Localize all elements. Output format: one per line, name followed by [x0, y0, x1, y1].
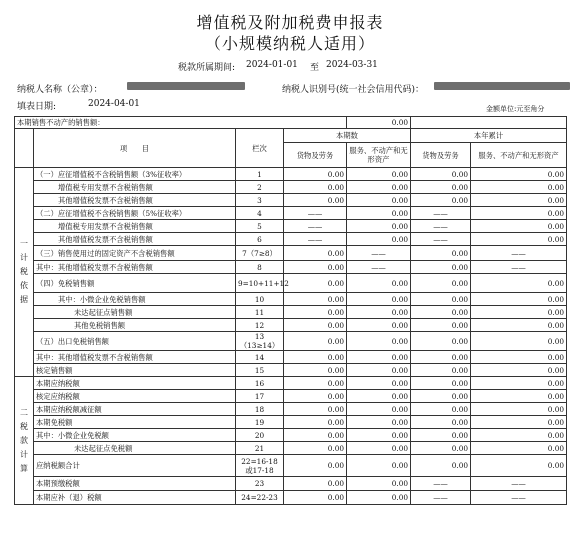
- row-line-no: 12: [236, 319, 284, 332]
- form-subtitle: （小规模纳税人适用）: [204, 34, 375, 53]
- ytd-goods-value: 0.00: [411, 274, 471, 293]
- row-line-no: 23: [236, 477, 284, 491]
- ytd-services-value: 0.00: [471, 319, 567, 332]
- header-line: 栏次: [236, 129, 284, 168]
- table-row: [15, 168, 567, 181]
- current-goods-value: 0.00: [284, 168, 347, 181]
- current-services-value: 0.00: [347, 306, 411, 319]
- ytd-services-value: 0.00: [471, 220, 567, 233]
- ytd-services-value: 0.00: [471, 168, 567, 181]
- section-char: 二: [20, 407, 28, 417]
- current-services-value: 0.00: [347, 429, 411, 442]
- row-label: （五）出口免税销售额: [34, 332, 236, 351]
- row-line-no: 14: [236, 351, 284, 364]
- table-row: [15, 455, 567, 477]
- ytd-goods-value: 0.00: [411, 194, 471, 207]
- current-goods-value: 0.00: [284, 477, 347, 491]
- ytd-goods-value: 0.00: [411, 319, 471, 332]
- table-row: [15, 351, 567, 364]
- ytd-goods-value: 0.00: [411, 168, 471, 181]
- form-title: 增值税及附加税费申报表: [196, 13, 384, 32]
- current-goods-value: 0.00: [284, 442, 347, 455]
- current-goods-value: 0.00: [284, 293, 347, 306]
- row-label: 其他增值税发票不含税销售额: [34, 194, 236, 207]
- row-label: 本期应纳税额减征额: [34, 403, 236, 416]
- sales-real-estate-blank: [411, 117, 567, 129]
- tax-declaration-table: [14, 116, 567, 505]
- table-row: [15, 416, 567, 429]
- current-services-value: 0.00: [347, 293, 411, 306]
- tax-period-label: 税款所属期间:: [178, 63, 236, 73]
- current-goods-value: 0.00: [284, 491, 347, 505]
- row-label: 其他增值税发票不含税销售额: [34, 233, 236, 246]
- sales-real-estate-row: [15, 117, 567, 129]
- ytd-goods-value: ——: [411, 477, 471, 491]
- ytd-services-value: 0.00: [471, 181, 567, 194]
- current-services-value: 0.00: [347, 233, 411, 246]
- current-services-value: 0.00: [347, 403, 411, 416]
- table-row: [15, 377, 567, 390]
- ytd-goods-value: 0.00: [411, 293, 471, 306]
- ytd-services-value: ——: [471, 261, 567, 274]
- current-services-value: 0.00: [347, 181, 411, 194]
- ytd-services-value: 0.00: [471, 194, 567, 207]
- table-row: [15, 306, 567, 319]
- row-line-no: 3: [236, 194, 284, 207]
- row-label: 应纳税额合计: [34, 455, 236, 477]
- ytd-goods-value: ——: [411, 207, 471, 220]
- tax-period-to-label: 至: [310, 63, 320, 73]
- ytd-services-value: 0.00: [471, 455, 567, 477]
- ytd-goods-value: 0.00: [411, 442, 471, 455]
- row-line-no: 13（13≥14）: [236, 332, 284, 351]
- table-row: [15, 194, 567, 207]
- table-row: [15, 429, 567, 442]
- section-one-label: [15, 168, 34, 377]
- ytd-services-value: 0.00: [471, 377, 567, 390]
- current-services-value: 0.00: [347, 477, 411, 491]
- current-services-value: 0.00: [347, 455, 411, 477]
- header-services-ytd: 服务、不动产和无形资产: [471, 143, 567, 168]
- row-label: 核定销售额: [34, 364, 236, 377]
- table-row: [15, 233, 567, 246]
- row-label: （四）免税销售额: [34, 274, 236, 293]
- current-services-value: 0.00: [347, 364, 411, 377]
- ytd-goods-value: 0.00: [411, 246, 471, 261]
- row-line-no: 16: [236, 377, 284, 390]
- row-label: 本期免税额: [34, 416, 236, 429]
- table-row: [15, 220, 567, 233]
- row-line-no: 10: [236, 293, 284, 306]
- current-goods-value: 0.00: [284, 332, 347, 351]
- current-goods-value: ——: [284, 220, 347, 233]
- row-label: 本期预缴税额: [34, 477, 236, 491]
- section-char: 税: [20, 267, 28, 276]
- current-services-value: 0.00: [347, 491, 411, 505]
- current-goods-value: 0.00: [284, 455, 347, 477]
- table-row: [15, 181, 567, 194]
- current-services-value: 0.00: [347, 168, 411, 181]
- header-goods-ytd: 货物及劳务: [411, 143, 471, 168]
- tax-period-to: 2024-03-31: [326, 60, 378, 70]
- ytd-services-value: ——: [471, 477, 567, 491]
- taxpayer-id-label: 纳税人识别号(统一社会信用代码)：: [282, 85, 425, 95]
- row-line-no: 8: [236, 261, 284, 274]
- ytd-services-value: 0.00: [471, 207, 567, 220]
- row-label: 未达起征点免税额: [34, 442, 236, 455]
- current-services-value: 0.00: [347, 390, 411, 403]
- header-row-1: [15, 129, 567, 143]
- table-row: [15, 274, 567, 293]
- row-line-no: 6: [236, 233, 284, 246]
- amount-unit: 金额单位:元至角分: [486, 105, 545, 113]
- row-label: 增值税专用发票不含税销售额: [34, 181, 236, 194]
- section-char: 据: [20, 295, 28, 304]
- ytd-goods-value: 0.00: [411, 390, 471, 403]
- row-line-no: 1: [236, 168, 284, 181]
- tax-period-from: 2024-01-01: [246, 60, 298, 70]
- ytd-services-value: 0.00: [471, 429, 567, 442]
- ytd-services-value: 0.00: [471, 306, 567, 319]
- table-row: [15, 246, 567, 261]
- current-services-value: 0.00: [347, 194, 411, 207]
- header-goods: 货物及劳务: [284, 143, 347, 168]
- current-goods-value: 0.00: [284, 351, 347, 364]
- row-label: 增值税专用发票不含税销售额: [34, 220, 236, 233]
- header-ytd: 本年累计: [411, 129, 567, 143]
- table-row: [15, 403, 567, 416]
- current-goods-value: 0.00: [284, 429, 347, 442]
- ytd-services-value: ——: [471, 491, 567, 505]
- table-row: [15, 207, 567, 220]
- header-current: 本期数: [284, 129, 411, 143]
- table-row: [15, 293, 567, 306]
- ytd-goods-value: 0.00: [411, 306, 471, 319]
- ytd-services-value: 0.00: [471, 332, 567, 351]
- row-label: 其中：小微企业免税销售额: [34, 293, 236, 306]
- current-services-value: ——: [347, 246, 411, 261]
- row-line-no: 5: [236, 220, 284, 233]
- current-services-value: 0.00: [347, 351, 411, 364]
- table-row: [15, 491, 567, 505]
- current-goods-value: 0.00: [284, 181, 347, 194]
- current-services-value: 0.00: [347, 274, 411, 293]
- ytd-services-value: ——: [471, 246, 567, 261]
- ytd-services-value: 0.00: [471, 390, 567, 403]
- section-two-label: [15, 377, 34, 505]
- row-line-no: 20: [236, 429, 284, 442]
- row-line-no: 15: [236, 364, 284, 377]
- row-line-no: 17: [236, 390, 284, 403]
- current-goods-value: 0.00: [284, 194, 347, 207]
- taxpayer-name-label: 纳税人名称（公章）：: [17, 85, 103, 95]
- section-char: 款: [20, 435, 28, 445]
- current-goods-value: 0.00: [284, 377, 347, 390]
- header-corner: [15, 129, 34, 168]
- row-label: 本期应纳税额: [34, 377, 236, 390]
- current-services-value: 0.00: [347, 377, 411, 390]
- table-row: [15, 477, 567, 491]
- row-line-no: 11: [236, 306, 284, 319]
- ytd-services-value: 0.00: [471, 293, 567, 306]
- ytd-goods-value: 0.00: [411, 377, 471, 390]
- row-line-no: 9=10+11+12: [236, 274, 284, 293]
- sales-real-estate-value: 0.00: [347, 117, 411, 129]
- table-row: [15, 364, 567, 377]
- current-services-value: 0.00: [347, 319, 411, 332]
- row-line-no: 22=16-18或17-18: [236, 455, 284, 477]
- ytd-goods-value: ——: [411, 220, 471, 233]
- current-goods-value: 0.00: [284, 364, 347, 377]
- current-services-value: 0.00: [347, 332, 411, 351]
- row-label: 其他免税销售额: [34, 319, 236, 332]
- ytd-goods-value: 0.00: [411, 416, 471, 429]
- sales-real-estate-label: 本期销售不动产的销售额：: [15, 117, 347, 129]
- section-char: 依: [20, 281, 28, 290]
- ytd-services-value: 0.00: [471, 351, 567, 364]
- fill-date: 2024-04-01: [88, 99, 140, 109]
- row-line-no: 2: [236, 181, 284, 194]
- table-row: [15, 442, 567, 455]
- section-char: 一: [20, 239, 28, 248]
- ytd-goods-value: 0.00: [411, 429, 471, 442]
- row-line-no: 24=22-23: [236, 491, 284, 505]
- ytd-services-value: 0.00: [471, 274, 567, 293]
- current-services-value: 0.00: [347, 207, 411, 220]
- current-services-value: ——: [347, 261, 411, 274]
- section-char: 税: [20, 421, 28, 431]
- ytd-services-value: 0.00: [471, 442, 567, 455]
- section-char: 算: [20, 463, 28, 473]
- ytd-goods-value: 0.00: [411, 332, 471, 351]
- ytd-goods-value: 0.00: [411, 351, 471, 364]
- ytd-services-value: 0.00: [471, 403, 567, 416]
- header-services: 服务、不动产和无形资产: [347, 143, 411, 168]
- current-goods-value: ——: [284, 233, 347, 246]
- current-goods-value: 0.00: [284, 306, 347, 319]
- table-row: [15, 332, 567, 351]
- row-label: （二）应征增值税不含税销售额（5%征收率）: [34, 207, 236, 220]
- row-label: 本期应补（退）税额: [34, 491, 236, 505]
- row-line-no: 7（7≥8）: [236, 246, 284, 261]
- row-label: 未达起征点销售额: [34, 306, 236, 319]
- ytd-services-value: 0.00: [471, 416, 567, 429]
- current-services-value: 0.00: [347, 220, 411, 233]
- current-goods-value: 0.00: [284, 246, 347, 261]
- row-line-no: 18: [236, 403, 284, 416]
- table-row: [15, 261, 567, 274]
- redacted-taxpayer-id: [434, 82, 570, 90]
- row-label: （一）应征增值税不含税销售额（3%征收率）: [34, 168, 236, 181]
- fill-date-label: 填表日期:: [17, 102, 57, 112]
- row-label: 其中：其他增值税发票不含税销售额: [34, 351, 236, 364]
- table-row: [15, 390, 567, 403]
- ytd-goods-value: ——: [411, 491, 471, 505]
- ytd-goods-value: 0.00: [411, 181, 471, 194]
- redacted-taxpayer-name: [127, 82, 245, 90]
- ytd-goods-value: 0.00: [411, 455, 471, 477]
- section-char: 计: [20, 449, 28, 459]
- ytd-goods-value: 0.00: [411, 403, 471, 416]
- ytd-goods-value: 0.00: [411, 261, 471, 274]
- current-goods-value: 0.00: [284, 319, 347, 332]
- current-goods-value: 0.00: [284, 390, 347, 403]
- table-row: [15, 319, 567, 332]
- header-item: 项 目: [34, 129, 236, 168]
- current-services-value: 0.00: [347, 442, 411, 455]
- row-line-no: 4: [236, 207, 284, 220]
- section-char: 计: [20, 253, 28, 262]
- row-label: 核定应纳税额: [34, 390, 236, 403]
- row-label: （三）销售使用过的固定资产不含税销售额: [34, 246, 236, 261]
- current-goods-value: 0.00: [284, 403, 347, 416]
- row-line-no: 19: [236, 416, 284, 429]
- current-goods-value: 0.00: [284, 261, 347, 274]
- current-goods-value: 0.00: [284, 416, 347, 429]
- ytd-goods-value: 0.00: [411, 364, 471, 377]
- row-line-no: 21: [236, 442, 284, 455]
- row-label: 其中：小微企业免税额: [34, 429, 236, 442]
- ytd-goods-value: ——: [411, 233, 471, 246]
- current-goods-value: ——: [284, 207, 347, 220]
- row-label: 其中：其他增值税发票不含税销售额: [34, 261, 236, 274]
- ytd-services-value: 0.00: [471, 364, 567, 377]
- current-services-value: 0.00: [347, 416, 411, 429]
- current-goods-value: 0.00: [284, 274, 347, 293]
- ytd-services-value: 0.00: [471, 233, 567, 246]
